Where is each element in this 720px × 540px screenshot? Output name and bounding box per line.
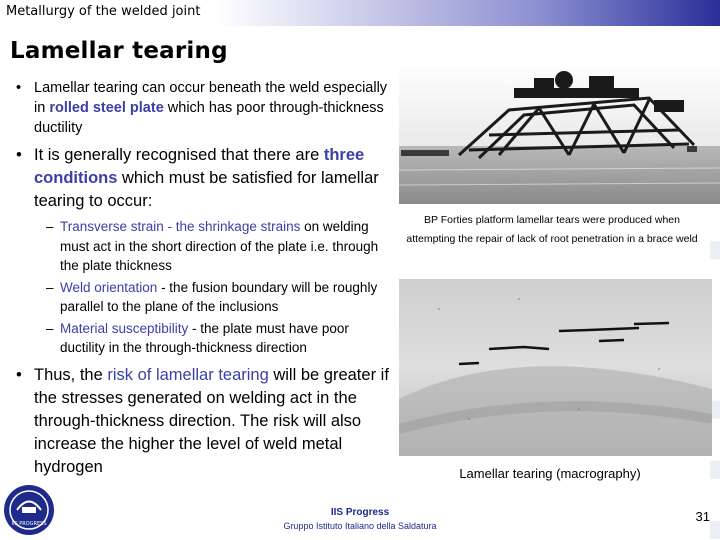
dash-icon: – — [46, 320, 54, 336]
bullet-list — [16, 78, 396, 479]
platform-photo — [399, 60, 720, 204]
bullet-text: will be greater if the stresses generated on welding act in the through-thickness direction. The risk will also increase the higher the level of weld metal hydrogen — [34, 365, 389, 476]
sub-bullet-highlight: Transverse strain - the shrinkage strains — [60, 219, 301, 234]
dash-icon: – — [46, 279, 54, 295]
bullet-text: Thus, the — [34, 365, 108, 384]
sub-bullet-text: on welding must act in the short direction of the plate i.e. through the plate thickness — [60, 219, 379, 273]
dash-icon: – — [46, 219, 54, 234]
sub-bullet-text: - the plate must have poor ductility in the through-thickness direction — [60, 320, 349, 355]
bullet-item — [16, 78, 396, 138]
bullet-icon: • — [16, 365, 22, 384]
header-title: Metallurgy of the welded joint — [6, 4, 201, 19]
sub-bullet-item — [34, 278, 396, 317]
logo-text: IIS PROGRESS — [11, 521, 47, 527]
bullet-text: which has poor through-thickness ductility — [34, 100, 384, 136]
bullet-highlight: rolled steel plate — [49, 100, 164, 116]
sub-bullet-text: - the fusion boundary will be roughly parallel to the plane of the inclusions — [60, 279, 378, 314]
bullet-text: which must be satisfied for lamellar tearing to occur: — [34, 169, 379, 210]
footer-org: IIS Progress — [330, 507, 390, 518]
macrography-caption: Lamellar tearing (macrography) — [459, 466, 641, 481]
bullet-text: Lamellar tearing can occur beneath the weld especially in — [34, 80, 388, 116]
sub-bullet-item — [34, 319, 396, 358]
sub-bullet-highlight: Weld orientation — [60, 279, 158, 295]
footer-org-full: Gruppo Istituto Italiano della Saldatura — [283, 521, 437, 531]
bullet-icon: • — [16, 80, 22, 96]
sub-bullet-list — [34, 217, 396, 358]
bullet-highlight: three conditions — [34, 146, 365, 187]
page-number: 31 — [695, 509, 710, 524]
sub-bullet-highlight: Material susceptibility — [60, 320, 189, 336]
macrography-photo — [399, 279, 712, 456]
bullet-icon: • — [16, 146, 22, 164]
bullet-item — [16, 364, 396, 479]
slide-title: Lamellar tearing — [10, 38, 228, 64]
bullet-item — [16, 144, 396, 358]
bullet-text: It is generally recognised that there are — [34, 146, 324, 164]
sub-bullet-item — [34, 217, 396, 276]
platform-caption: BP Forties platform lamellar tears were produced when attempting the repair of lack of root penetration in a brace weld — [406, 214, 698, 245]
bullet-highlight: risk of lamellar tearing — [107, 365, 269, 384]
